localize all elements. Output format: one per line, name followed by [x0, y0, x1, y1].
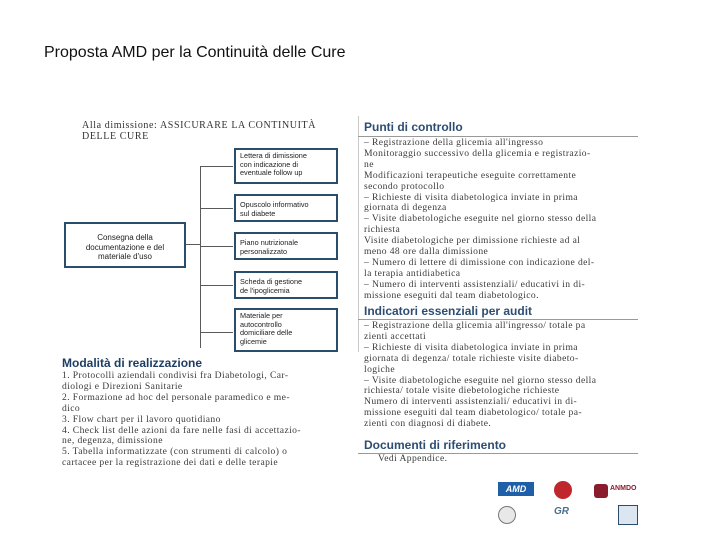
list-line: giornata di degenza/ totale richieste visite diabeto- [364, 352, 579, 364]
list-line: – Registrazione della glicemia all'ingresso [364, 137, 544, 148]
delivery-box-line: documentazione e del [85, 242, 165, 252]
box-line: glicemie [240, 336, 267, 346]
list-line: Numero di interventi assistenziali/ educativi in di- [364, 396, 578, 408]
indicatori-title: Indicatori essenziali per audit [364, 304, 533, 318]
list-line: zienti accettati [364, 330, 427, 342]
list-line: – Richieste di visita diabetologica inviate in prima [364, 191, 578, 203]
connector [200, 166, 233, 167]
list-line: Modificazioni terapeutiche eseguite correttamente [364, 169, 577, 181]
list-line: diologi e Direzioni Sanitarie [62, 380, 183, 392]
box-line: domiciliare delle [240, 328, 293, 338]
discharge-letter-box [234, 148, 338, 184]
list-line: secondo protocollo [364, 180, 445, 192]
connector [200, 285, 233, 286]
list-line: – Visite diabetologiche eseguite nel giorno stesso della [364, 374, 597, 386]
delivery-box-line: materiale d'uso [98, 252, 152, 261]
discharge-header [82, 120, 362, 142]
list-line: 4. Check list delle azioni da fare nelle fasi di accettazio- [62, 424, 301, 436]
box-line: Piano nutrizionale [240, 238, 299, 247]
list-line: cartacee per la registrazione dei dati e delle terapie [62, 457, 279, 469]
discharge-header-line1: Alla dimissione: ASSICURARE LA CONTINUITÀ [82, 120, 317, 131]
box-line: eventuale follow up [240, 168, 303, 178]
slide-title: Proposta AMD per la Continuità delle Cure [44, 44, 346, 61]
institution-logo-icon [618, 505, 638, 525]
list-line: richiesta [364, 224, 401, 236]
connector [200, 208, 233, 209]
modalita-list [62, 371, 301, 469]
box-line: personalizzato [240, 246, 288, 256]
list-line: ne [364, 158, 374, 170]
box-line: sul diabete [240, 208, 276, 218]
list-line: 1. Protocolli aziendali condivisi fra Diabetologi, Car- [62, 370, 289, 381]
list-line: ne, degenza, dimissione [62, 435, 163, 447]
delivery-box [64, 222, 186, 268]
list-line: logiche [364, 363, 396, 375]
list-line: missione eseguiti dal team diabetologico. [364, 289, 539, 301]
discharge-header-line2: DELLE CURE [82, 131, 149, 142]
box-line: Materiale per [240, 311, 283, 320]
gr-logo: GR [554, 506, 569, 517]
connector [186, 244, 200, 245]
connector [200, 166, 201, 348]
list-line: missione eseguiti dal team diabetologico/ totale pa- [364, 407, 582, 419]
document-image [56, 112, 640, 468]
nutrition-plan-box [234, 232, 338, 260]
modalita-title: Modalità di realizzazione [62, 356, 203, 370]
list-line: richiesta/ totale visite diebetologiche richieste [364, 385, 560, 397]
anmdo-label: ANMDO [610, 485, 637, 492]
list-line: Vedi Appendice. [378, 453, 448, 464]
list-line: – Visite diabetologiche eseguite nel giorno stesso della [364, 213, 597, 225]
box-line: con indicazione di [240, 159, 299, 169]
list-line: 5. Tabella informatizzate (con strumenti di calcolo) o [62, 446, 288, 458]
connector [200, 246, 233, 247]
amd-logo: AMD [498, 482, 534, 496]
column-divider [358, 116, 359, 352]
society-logo-icon [554, 481, 572, 499]
anmdo-logo [594, 480, 644, 500]
connector [200, 332, 233, 333]
box-line: Opuscolo informativo [240, 200, 309, 209]
box-line: Scheda di gestione [240, 277, 303, 286]
partner-logos [494, 478, 654, 530]
indicatori-list [364, 321, 596, 430]
list-line: zienti con diagnosi di diabete. [364, 418, 492, 430]
documenti-title: Documenti di riferimento [364, 438, 507, 452]
list-line: – Registrazione della glicemia all'ingresso/ totale pa [364, 320, 586, 331]
list-line: – Richieste di visita diabetologica inviate in prima [364, 341, 578, 353]
list-line: Monitoraggio successivo della glicemia e registrazio- [364, 147, 591, 159]
seal-logo-icon [498, 506, 516, 524]
list-line: la terapia antidiabetica [364, 267, 461, 279]
box-line: Lettera di dimissione [240, 151, 307, 160]
box-line: autocontrollo [240, 319, 282, 329]
list-line: Visite diabetologiche per dimissione richieste ad al [364, 235, 581, 247]
list-line: 2. Formazione ad hoc del personale paramedico e me- [62, 391, 290, 403]
self-monitoring-box [234, 308, 338, 352]
punti-title: Punti di controllo [364, 120, 463, 134]
hypoglycemia-sheet-box [234, 271, 338, 299]
documenti-list [378, 454, 447, 465]
brochure-box [234, 194, 338, 222]
list-line: dico [62, 402, 81, 414]
anmdo-mark-icon [594, 484, 608, 498]
list-line: 3. Flow chart per il lavoro quotidiano [62, 413, 221, 425]
list-line: meno 48 ore dalla dimissione [364, 246, 489, 258]
delivery-box-line: Consegna della [97, 233, 153, 242]
list-line: giornata di degenza [364, 202, 447, 214]
list-line: – Numero di interventi assistenziali/ educativi in di- [364, 278, 586, 290]
box-line: de l'ipoglicemia [240, 285, 290, 295]
punti-list [364, 138, 596, 302]
list-line: – Numero di lettere di dimissione con indicazione del- [364, 256, 595, 268]
